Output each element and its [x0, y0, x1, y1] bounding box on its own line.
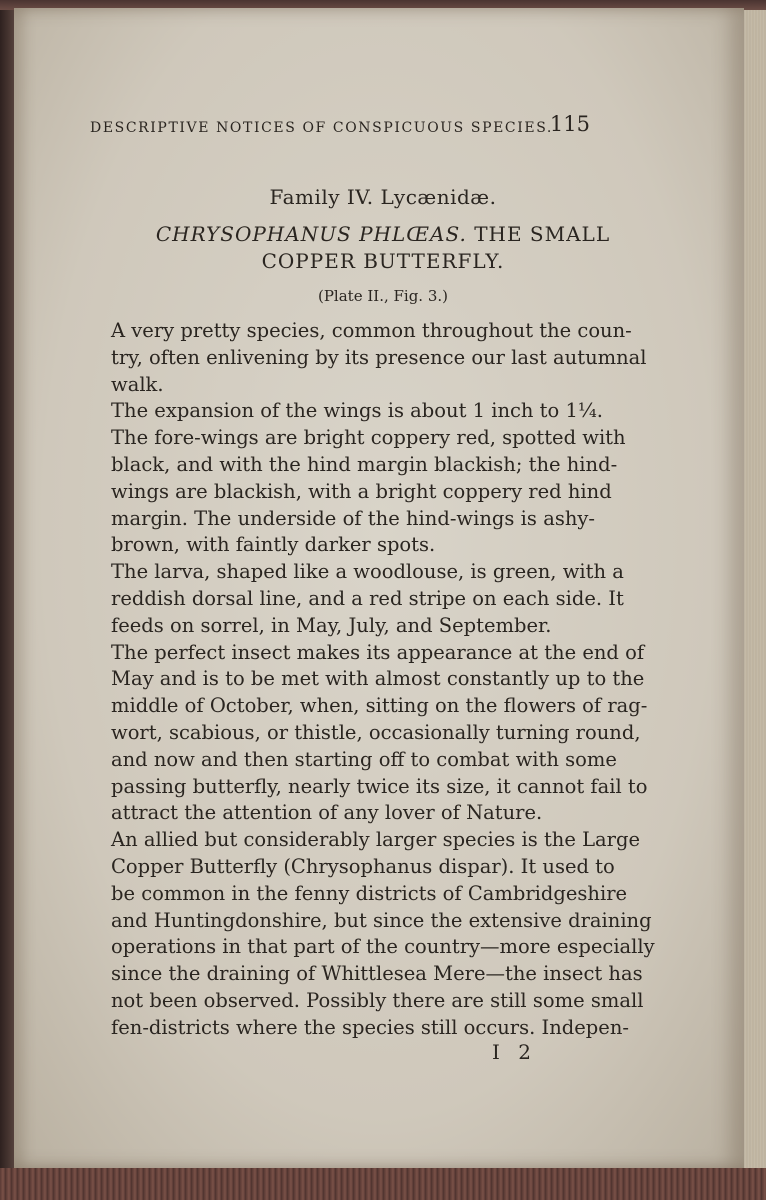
text-line: An allied but considerably larger species is the Large — [111, 828, 640, 852]
text-line: since the draining of Whittlesea Mere—the insect has — [111, 962, 643, 986]
text-line: and now and then starting off to combat with some — [111, 747, 617, 771]
species-heading-line-2 — [0, 249, 766, 273]
paragraph-4 — [89, 640, 648, 828]
species-heading-line-1 — [0, 222, 766, 246]
text-line: The fore-wings are bright coppery red, spotted with — [111, 426, 626, 450]
text-line: Copper Butterfly (Chrysophanus dispar). It used to — [111, 854, 615, 878]
paragraph-5 — [89, 827, 655, 1041]
text-line: operations in that part of the country—more especially — [111, 935, 655, 959]
book-bottom-edge — [0, 1168, 766, 1200]
plate-reference: (Plate II., Fig. 3.) — [317, 287, 449, 305]
text-line: wort, scabious, or thistle, occasionally turning round, — [111, 720, 641, 744]
text-line: The perfect insect makes its appearance at the end of — [111, 640, 645, 664]
page-number: 115 — [549, 112, 590, 136]
species-common-name-part2: COPPER BUTTERFLY. — [261, 249, 505, 273]
text-line: not been observed. Possibly there are still some small — [111, 988, 644, 1012]
family-heading: Family IV. Lycænidæ. — [269, 185, 497, 209]
paragraph-1 — [89, 318, 647, 398]
text-line: The larva, shaped like a woodlouse, is green, with a — [111, 560, 624, 584]
text-line: brown, with faintly darker spots. — [111, 533, 436, 557]
text-line: try, often enlivening by its presence our last autumnal — [111, 345, 647, 369]
species-common-name-part1: THE SMALL — [474, 222, 611, 246]
text-line: fen-districts where the species still occurs. Indepen- — [111, 1015, 629, 1039]
text-line: reddish dorsal line, and a red stripe on each side. It — [111, 586, 624, 610]
text-line: passing butterfly, nearly twice its size, it cannot fail to — [111, 774, 648, 798]
text-line: and Huntingdonshire, but since the extensive draining — [111, 908, 652, 932]
paragraph-3 — [89, 559, 624, 639]
text-line: feeds on sorrel, in May, July, and September. — [111, 613, 552, 637]
paragraph-2 — [89, 398, 626, 559]
body-text — [89, 318, 655, 1042]
text-line: walk. — [111, 372, 164, 396]
text-line: black, and with the hind margin blackish; the hind- — [111, 452, 618, 476]
text-line: middle of October, when, sitting on the flowers of rag- — [111, 694, 648, 718]
signature-mark: I 2 — [492, 1040, 537, 1064]
text-line: The expansion of the wings is about 1 inch to 1¼. — [111, 399, 603, 423]
running-head-title: DESCRIPTIVE NOTICES OF CONSPICUOUS SPECIES. — [90, 120, 553, 136]
text-line: A very pretty species, common throughout the coun- — [111, 319, 632, 342]
species-scientific-name: CHRYSOPHANUS PHLŒAS. — [155, 222, 467, 246]
text-line: margin. The underside of the hind-wings is ashy- — [111, 506, 595, 530]
text-line: attract the attention of any lover of Nature. — [111, 801, 543, 825]
text-line: be common in the fenny districts of Cambridgeshire — [111, 881, 628, 905]
running-head — [90, 112, 590, 142]
text-line: wings are blackish, with a bright coppery red hind — [111, 479, 612, 503]
text-line: May and is to be met with almost constantly up to the — [111, 667, 645, 691]
